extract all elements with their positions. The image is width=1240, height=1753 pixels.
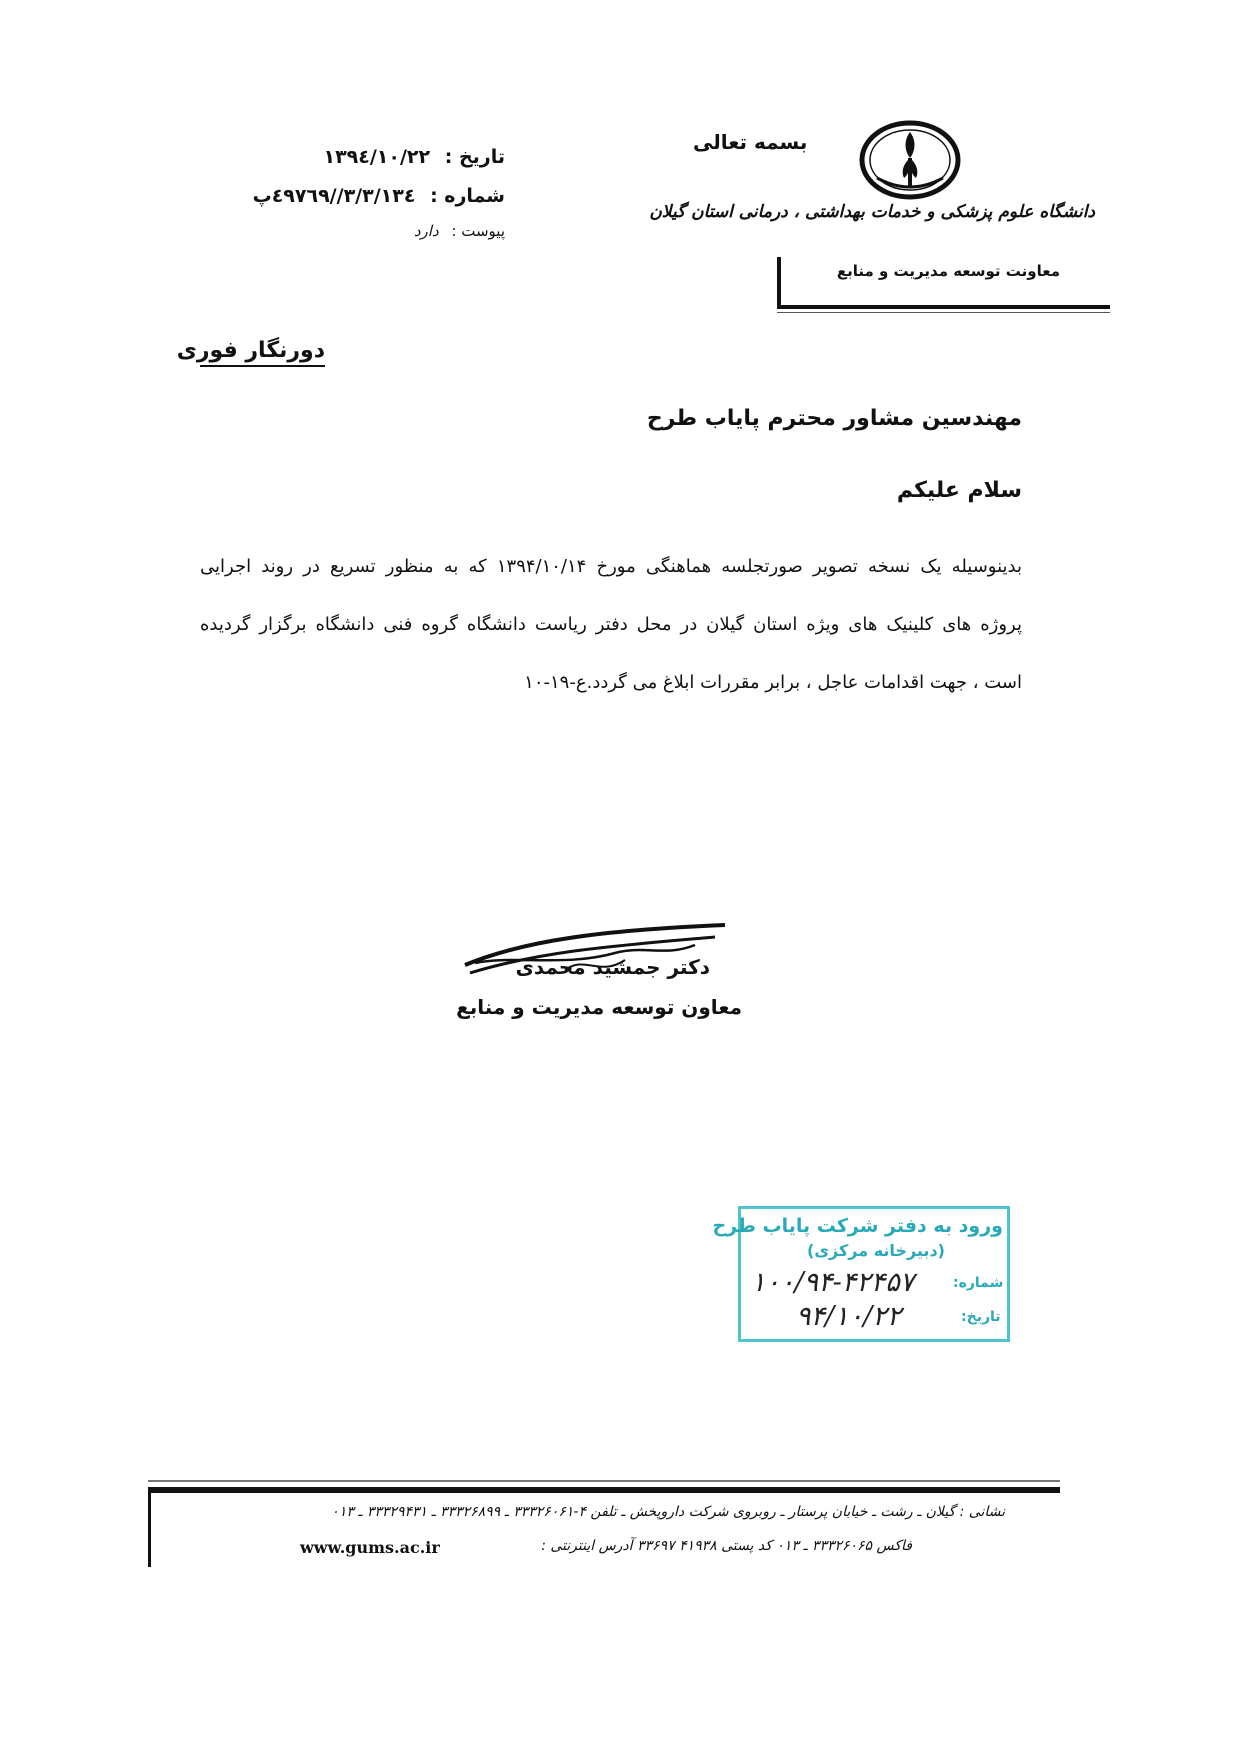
number-value: ۳/۳/۱۳٤//٤۹۷٦۹پ [252,185,416,207]
letterhead-rule-thin [777,312,1110,313]
footer-website-link[interactable]: www.gums.ac.ir [300,1538,440,1557]
signatory-title: معاون توسعه مدیریت و منابع [456,995,742,1019]
date-value: ۱۳۹٤/۱۰/۲۲ [323,146,431,168]
number-label: شماره : [430,185,505,207]
department-name: معاونت توسعه مدیریت و منابع [836,262,1060,280]
attachment-label: پیوست : [451,222,505,240]
body-line-2: پروژه های کلینیک های ویژه استان گیلان در محل دفتر ریاست دانشگاه گروه فنی دانشگاه برگزار گردیده [200,614,1022,635]
body-line-1: بدینوسیله یک نسخه تصویر صورتجلسه هماهنگی مورخ ۱۳۹۴/۱۰/۱۴ که به منظور تسریع در روند اجرایی [200,556,1022,577]
stamp-subtitle: (دبیرخانه مرکزی) [807,1241,945,1260]
university-name: دانشگاه علوم پزشکی و خدمات بهداشتی ، درمانی استان گیلان [649,202,1095,222]
greeting: سلام علیکم [896,478,1022,503]
footer-rule [148,1487,1060,1493]
body-line-3: است ، جهت اقدامات عاجل ، برابر مقررات ابلاغ می گردد.ع-۱۹-۱۰ [524,672,1022,693]
stamp-date-value: ۹۴/۱۰/۲۲ [796,1301,902,1332]
footer-rule-thin [148,1480,1060,1482]
footer-divider [148,1487,151,1567]
attachment-value: دارد [413,222,439,240]
urgent-fax-label: دورنگار فوری [200,338,325,367]
attachment-row [380,222,505,240]
recipient: مهندسین مشاور محترم پایاب طرح [646,406,1022,431]
date-label: تاریخ : [444,146,505,168]
stamp-number-label: شماره: [953,1275,1004,1291]
stamp-date-label: تاریخ: [961,1309,1001,1325]
signatory-name: دکتر جمشید محمدی [515,955,710,979]
footer-fax: فاکس ۳۳۳۲۶۰۶۵ ـ ۰۱۳ کد پستی ۴۱۹۳۸ ۳۳۶۹۷ آدرس اینترنتی : [541,1538,912,1554]
receipt-stamp [712,1206,1010,1342]
university-logo-icon [855,120,965,202]
stamp-title: ورود به دفتر شرکت پایاب طرح [712,1215,1003,1237]
footer-address: نشانی : گیلان ـ رشت ـ خیابان پرستار ـ روبروی شرکت داروپخش ـ تلفن ۴-۳۳۳۲۶۰۶۱ ـ ۳۳۳۲۶۸۹۹ ـ ۳۳۳۲۹۴۳۱ ـ ۰۱۳ [331,1504,1005,1520]
letterhead-rule [777,305,1110,309]
stamp-number-value: ۱۰۰/۹۴-۴۲۴۵۷ [751,1267,915,1298]
letterhead-divider [777,257,781,307]
date-row [300,146,505,168]
basmala: بسمه تعالی [693,130,808,154]
number-row [252,185,505,207]
